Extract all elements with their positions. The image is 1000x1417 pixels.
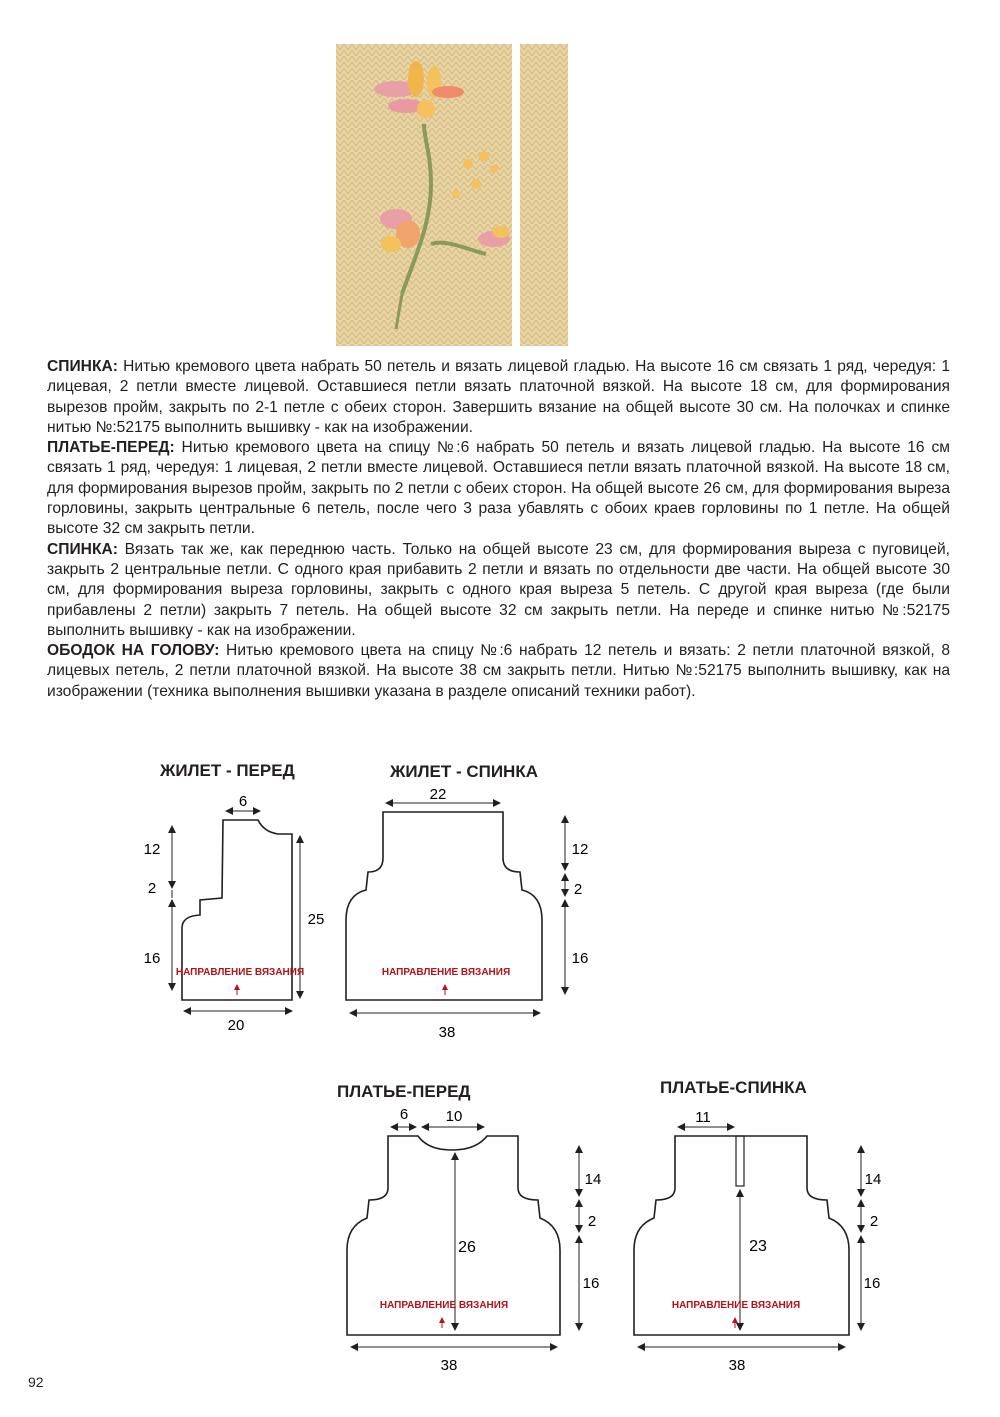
paragraph-dress-front: ПЛАТЬЕ-ПЕРЕД: Нитью кремового цвета на спицу №:6 набрать 50 петель и вязать лицевой гладью. На высоте 16 см связать 1 ряд, чередуя: 1 лицевая, 2 петли вместе лицевой. Оставшиеся петли вязать платочной вязкой. На высоте 18 см, для формирования вырезов пройм, закрыть по 2 петли с обеих сторон. На общей высоте 26 см, для формирования выреза горловины, закрыть центральные 6 петель, после чего 3 раза убавлять с обоих краев горловины по 1 петле. На общей высоте 32 см закрыть петли. bbox=[47, 439, 950, 538]
dress-back-bottom: 38 bbox=[728, 1357, 746, 1374]
vest-front-total: 25 bbox=[307, 911, 325, 928]
dress-back-h2: 2 bbox=[869, 1213, 879, 1230]
vest-back-h3: 16 bbox=[571, 950, 589, 967]
vest-back-direction: НАПРАВЛЕНИЕ ВЯЗАНИЯ bbox=[381, 967, 511, 978]
dress-front-top-a: 6 bbox=[399, 1106, 409, 1123]
page-number: 92 bbox=[28, 1374, 44, 1390]
vest-front-title: ЖИЛЕТ - ПЕРЕД bbox=[160, 761, 295, 780]
dress-front-bottom: 38 bbox=[440, 1357, 458, 1374]
paragraph-headband: ОБОДОК НА ГОЛОВУ: Нитью кремового цвета на спицу №:6 набрать 12 петель и вязать: 2 петли платочной вязкой, 8 лицевых петель, 2 петли платочной вязкой. На высоте 38 см закрыть петли. Нитью №:52175 выполнить вышивку, как на изображении (техника выполнения вышивки указана в разделе описаний техники работ). bbox=[47, 642, 950, 700]
vest-front-h1: 12 bbox=[143, 841, 161, 858]
dress-back-h3: 16 bbox=[863, 1275, 881, 1292]
vest-front-top: 6 bbox=[238, 793, 248, 810]
vest-back-bottom: 38 bbox=[438, 1024, 456, 1041]
dress-back-h1: 14 bbox=[864, 1171, 882, 1188]
dress-front-center: 26 bbox=[458, 1239, 476, 1256]
paragraph-vest-back: СПИНКА: Нитью кремового цвета набрать 50 петель и вязать лицевой гладью. На высоте 16 см связать 1 ряд, чередуя: 1 лицевая, 2 петли вместе лицевой. Оставшиеся петли вязать платочной вязкой. На высоте 18 см, для формирования вырезов пройм, закрыть по 2-1 петле с обеих сторон. Завершить вязание на общей высоте 30 см. На полочках и спинке нитью №:52175 выполнить вышивку - как на изображении. bbox=[47, 358, 950, 436]
dress-front-direction: НАПРАВЛЕНИЕ ВЯЗАНИЯ bbox=[379, 1300, 509, 1311]
vest-back-title: ЖИЛЕТ - СПИНКА bbox=[390, 762, 538, 781]
vest-front-bottom: 20 bbox=[227, 1017, 245, 1034]
dress-front-h3: 16 bbox=[582, 1275, 600, 1292]
vest-front-direction: НАПРАВЛЕНИЕ ВЯЗАНИЯ bbox=[175, 967, 305, 978]
vest-back-top: 22 bbox=[429, 786, 447, 803]
dress-front-h2: 2 bbox=[587, 1213, 597, 1230]
vest-front-diagram bbox=[144, 761, 325, 1034]
paragraph-dress-back: СПИНКА: Вязать так же, как переднюю часть. Только на общей высоте 23 см, для формирования выреза с пуговицей, закрыть 2 центральные петли. С одного края прибавить 2 петли и вязать по отдельности две части. На общей высоте 30 см, для формирования выреза горловины, закрыть с одного края выреза 5 петель. С другой края выреза (где были прибавлены 2 петли) закрыть 7 петель. На общей высоте 32 см закрыть петли. На переде и спинке нитью №:52175 выполнить вышивку - как на изображении. bbox=[47, 540, 950, 639]
dress-front-diagram bbox=[337, 1082, 601, 1374]
dress-back-direction: НАПРАВЛЕНИЕ ВЯЗАНИЯ bbox=[671, 1300, 801, 1311]
dress-front-top-b: 10 bbox=[445, 1108, 463, 1125]
dress-back-title: ПЛАТЬЕ-СПИНКА bbox=[660, 1078, 807, 1097]
vest-back-diagram bbox=[346, 762, 588, 1041]
vest-back-h2: 2 bbox=[573, 881, 583, 898]
dress-back-top: 11 bbox=[695, 1109, 711, 1126]
dress-back-center: 23 bbox=[749, 1238, 767, 1255]
dress-front-h1: 14 bbox=[584, 1171, 602, 1188]
vest-back-h1: 12 bbox=[571, 841, 589, 858]
dress-front-title: ПЛАТЬЕ-ПЕРЕД bbox=[337, 1082, 471, 1101]
vest-front-h3: 16 bbox=[143, 950, 161, 967]
vest-front-h2: 2 bbox=[147, 880, 157, 897]
dress-back-diagram bbox=[634, 1078, 881, 1374]
